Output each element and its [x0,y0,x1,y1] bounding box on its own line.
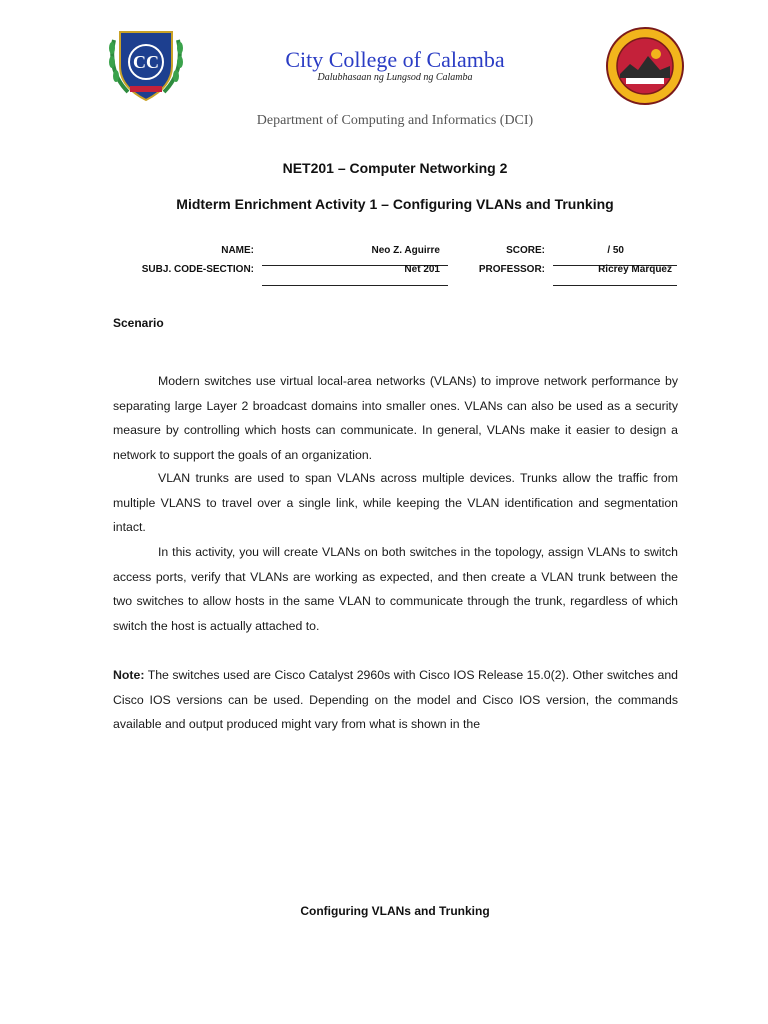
professor-value[interactable]: Ricrey Marquez [598,264,672,275]
paragraph-2-text: VLAN trunks are used to span VLANs across multiple devices. Trunks allow the traffic from multiple VLANS to travel over a single link, while keeping the VLAN identification and segmentation intact. [113,471,678,534]
scenario-paragraph-2 [113,466,678,540]
college-logo-left [106,26,186,102]
section-title: Configuring VLANs and Trunking [300,904,490,918]
city-seal-right [604,26,686,106]
paragraph-1-text: Modern switches use virtual local-area networks (VLANs) to improve network performance by separating large Layer 2 broadcast domains into smaller ones. VLANs can also be used as a security measure by controlling which hosts can communicate. In general, VLANs make it easier to design a network to support the goals of an organization. [113,374,678,462]
scenario-heading: Scenario [113,316,164,330]
college-name: City College of Calamba [285,47,505,72]
course-title: NET201 – Computer Networking 2 [282,160,508,176]
subj-code-value[interactable]: Net 201 [404,264,440,275]
scenario-paragraph-3 [113,540,678,638]
professor-underline [553,285,677,286]
subj-code-label: SUBJ. CODE-SECTION: [141,264,254,275]
note-text: The switches used are Cisco Catalyst 2960s with Cisco IOS Release 15.0(2). Other switches and Cisco IOS versions can be used. Depending on the model and Cisco IOS version, the commands available and output produced might vary from what is shown in the [113,668,678,731]
note-label: Note: [113,668,145,682]
scenario-paragraph-1 [113,369,678,467]
department-name: Department of Computing and Informatics (DCI) [256,113,534,128]
paragraph-3-text: In this activity, you will create VLANs on both switches in the topology, assign VLANs to switch access ports, verify that VLANs are working as expected, and then create a VLAN trunk between the two switches to allow hosts in the same VLAN to communicate through the trunk, regardless of which switch the host is actually attached to. [113,545,678,633]
score-value[interactable]: / 50 [607,245,624,256]
activity-title: Midterm Enrichment Activity 1 – Configuring VLANs and Trunking [176,196,614,212]
svg-text:CC: CC [133,52,159,72]
professor-label: PROFESSOR: [478,264,545,275]
name-label: NAME: [221,245,254,256]
note-paragraph [113,663,678,737]
college-subtitle: Dalubhasaan ng Lungsod ng Calamba [317,72,473,83]
name-value[interactable]: Neo Z. Aguirre [371,245,440,256]
subj-code-underline [262,285,448,286]
score-label: SCORE: [506,245,545,256]
